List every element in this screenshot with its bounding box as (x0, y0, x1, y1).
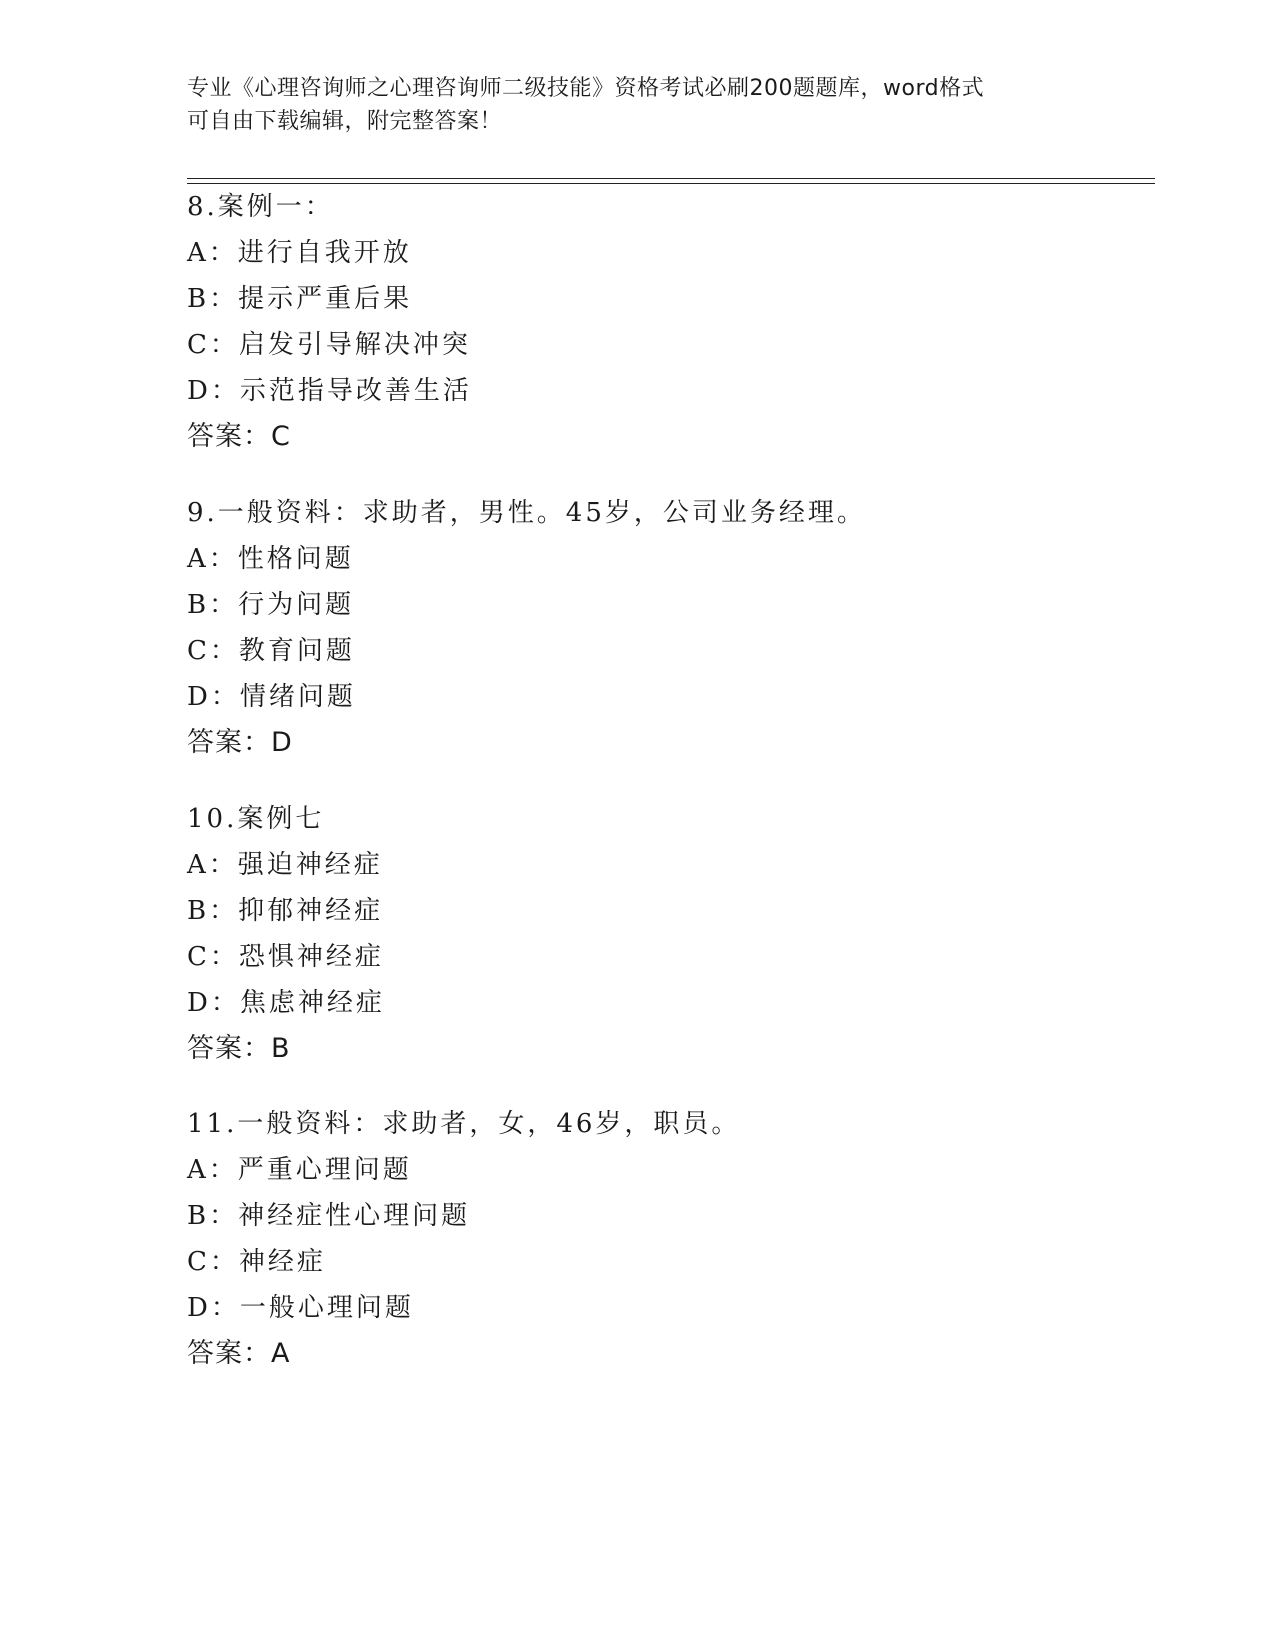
question-stem: 8.案例一： (187, 192, 334, 222)
option-a: A：强迫神经症 (187, 850, 383, 880)
option-a: A：严重心理问题 (187, 1155, 412, 1185)
question-block-11 (187, 1101, 1147, 1377)
question-block-10 (187, 796, 1147, 1072)
option-a: A：进行自我开放 (187, 238, 412, 268)
header-line-2: 可自由下载编辑，附完整答案！ (187, 109, 503, 134)
option-d: D：示范指导改善生活 (187, 376, 472, 406)
option-d: D：情绪问题 (187, 682, 356, 712)
option-b: B：抑郁神经症 (187, 896, 384, 926)
option-c: C：恐惧神经症 (187, 942, 384, 972)
question-stem: 10.案例七 (187, 804, 325, 834)
question-block-9 (187, 490, 1147, 766)
header-divider-top (187, 178, 1155, 179)
option-b: B：行为问题 (187, 590, 355, 620)
option-d: D：焦虑神经症 (187, 988, 385, 1018)
answer-label: 答案：C (187, 421, 291, 452)
question-stem: 9.一般资料：求助者，男性。45岁，公司业务经理。 (187, 498, 866, 528)
option-d: D：一般心理问题 (187, 1293, 414, 1323)
option-b: B：神经症性心理问题 (187, 1201, 471, 1231)
answer-label: 答案：B (187, 1033, 291, 1064)
option-b: B：提示严重后果 (187, 284, 413, 314)
option-c: C：教育问题 (187, 636, 355, 666)
header-line-1: 专业《心理咨询师之心理咨询师二级技能》资格考试必刷200题题库，word格式 (187, 76, 985, 101)
option-c: C：启发引导解决冲突 (187, 330, 471, 360)
answer-label: 答案：D (187, 727, 293, 758)
question-block-8 (187, 184, 1147, 460)
answer-label: 答案：A (187, 1338, 291, 1369)
question-stem: 11.一般资料：求助者，女，46岁，职员。 (187, 1109, 741, 1139)
option-c: C：神经症 (187, 1247, 326, 1277)
option-a: A：性格问题 (187, 544, 354, 574)
document-header (187, 72, 1087, 138)
